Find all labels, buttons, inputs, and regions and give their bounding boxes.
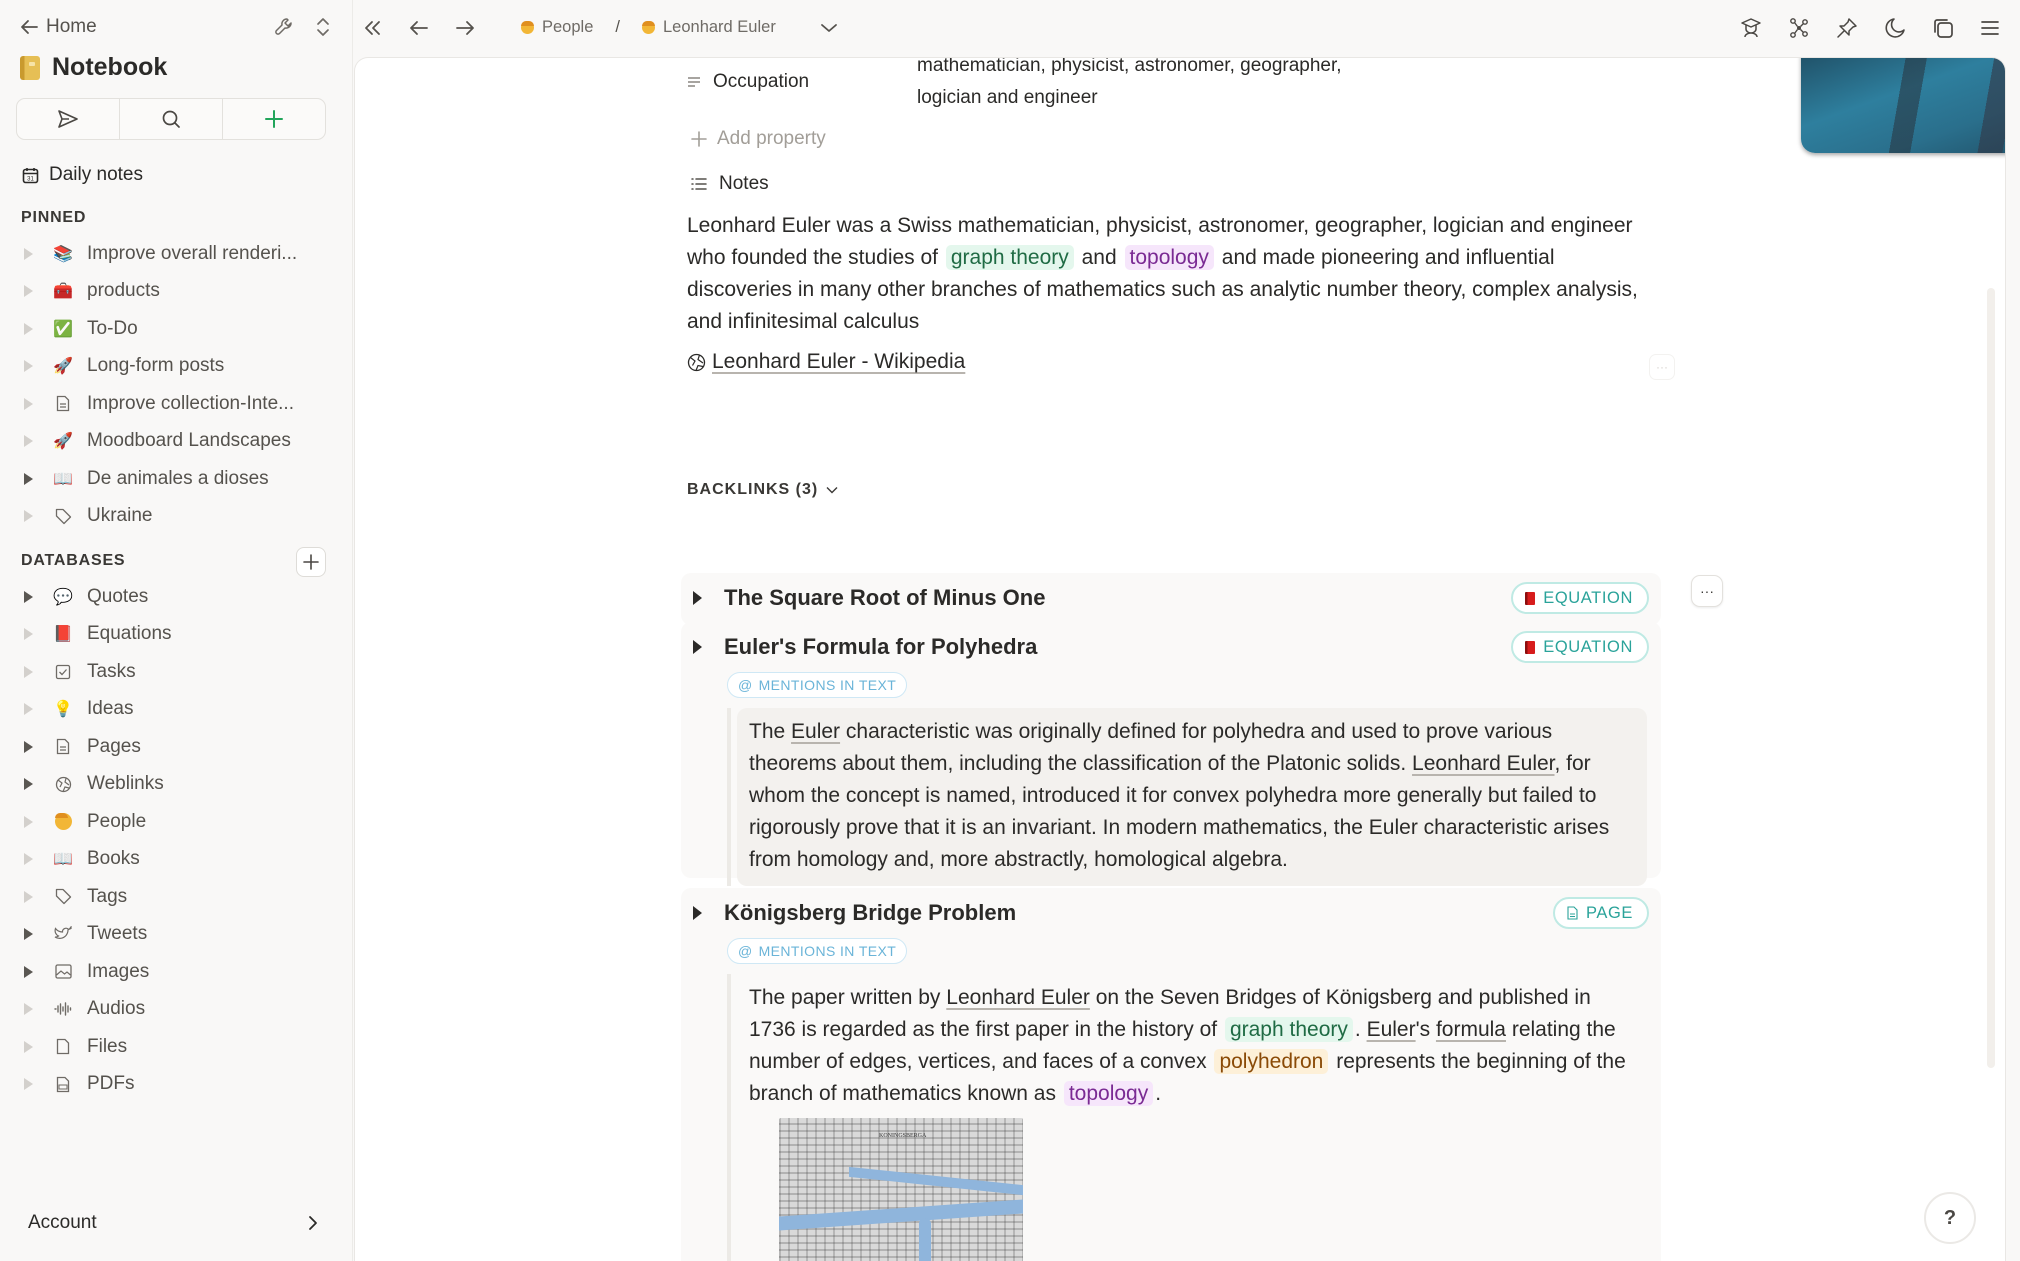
backlink-card bbox=[681, 888, 1661, 1261]
backlink-header[interactable] bbox=[681, 622, 1661, 672]
wrench-icon[interactable] bbox=[274, 17, 294, 37]
breadcrumb bbox=[521, 18, 838, 37]
send-button[interactable] bbox=[17, 99, 119, 139]
mention-text-span: represents the beginning of the branch of mathematics known as bbox=[749, 1050, 1626, 1105]
expand-caret-icon[interactable] bbox=[24, 398, 33, 410]
expand-caret-icon[interactable] bbox=[24, 628, 33, 640]
face-emoji-icon bbox=[53, 812, 73, 832]
database-item-label: Tasks bbox=[87, 660, 136, 682]
property-occupation bbox=[687, 57, 1387, 114]
backlink-title[interactable]: Königsberg Bridge Problem bbox=[724, 900, 1017, 925]
expand-caret-icon[interactable] bbox=[693, 640, 702, 654]
pinned-list bbox=[0, 235, 353, 535]
main-panel bbox=[354, 57, 2006, 1261]
more-options-button[interactable]: ··· bbox=[1649, 354, 1675, 380]
pinned-item-label: products bbox=[87, 280, 160, 302]
page-icon bbox=[1567, 906, 1578, 920]
mention-badge-label: MENTIONS IN TEXT bbox=[758, 943, 897, 959]
expand-caret-icon[interactable] bbox=[24, 928, 33, 940]
pinned-item-label: Improve collection-Inte... bbox=[87, 392, 294, 414]
expand-caret-icon[interactable] bbox=[24, 816, 33, 828]
mention-text-span: . bbox=[1155, 1082, 1162, 1105]
image-caption: KONINGSBERGA bbox=[879, 1133, 927, 1139]
database-item-pdfs[interactable] bbox=[0, 1066, 353, 1104]
notes-text: and bbox=[1081, 246, 1117, 269]
expand-caret-icon[interactable] bbox=[24, 435, 33, 447]
expand-caret-icon[interactable] bbox=[24, 285, 33, 297]
type-badge-equation[interactable] bbox=[1511, 582, 1649, 614]
backlink-header[interactable] bbox=[681, 888, 1661, 938]
database-item-tasks[interactable] bbox=[0, 653, 353, 691]
svg-text:31: 31 bbox=[27, 176, 34, 182]
mention-text[interactable] bbox=[737, 974, 1647, 1261]
database-item-tweets[interactable] bbox=[0, 916, 353, 954]
page-icon bbox=[53, 394, 73, 414]
pinned-item-label: To-Do bbox=[87, 317, 138, 339]
database-item-label: Quotes bbox=[87, 585, 149, 607]
tag-topology[interactable]: topology bbox=[1125, 245, 1214, 270]
check-box-emoji-icon: ✅ bbox=[53, 320, 73, 338]
link-euler[interactable]: Euler bbox=[1366, 1018, 1416, 1041]
database-item-files[interactable] bbox=[0, 1028, 353, 1066]
type-badge-label: EQUATION bbox=[1543, 588, 1633, 607]
databases-list bbox=[0, 578, 353, 1103]
notes-text: and made pioneering and influential discoveries in many other branches of mathematics such as analytic number theory, complex analysis, and infinitesimal calculus bbox=[687, 246, 1638, 333]
mention-text[interactable] bbox=[737, 708, 1647, 886]
expand-caret-icon[interactable] bbox=[24, 741, 33, 753]
mention-text-span: The bbox=[749, 720, 786, 743]
text-lines-icon bbox=[687, 76, 701, 88]
bird-icon bbox=[53, 924, 73, 944]
expand-caret-icon[interactable] bbox=[24, 666, 33, 678]
link-euler[interactable]: Euler bbox=[791, 720, 841, 743]
rocket-emoji-icon: 🚀 bbox=[53, 358, 73, 376]
moon-icon[interactable] bbox=[1884, 17, 1906, 39]
search-button[interactable] bbox=[119, 99, 222, 139]
pinned-item-label: Improve overall renderi... bbox=[87, 242, 298, 264]
expand-caret-icon[interactable] bbox=[24, 853, 33, 865]
backlink-more-button[interactable]: ··· bbox=[1691, 575, 1723, 607]
search-icon bbox=[161, 109, 181, 129]
sidebar-actions bbox=[16, 98, 326, 140]
link-leonhard-euler[interactable]: Leonhard Euler bbox=[946, 986, 1090, 1009]
type-badge-label: EQUATION bbox=[1543, 637, 1633, 656]
waveform-icon bbox=[53, 999, 73, 1019]
mention-text-span: 's bbox=[1415, 1018, 1431, 1041]
notebook-icon bbox=[20, 56, 40, 80]
plus-icon bbox=[303, 554, 319, 570]
database-item-label: Weblinks bbox=[87, 773, 164, 795]
send-icon bbox=[57, 109, 79, 129]
graduation-cap-icon[interactable] bbox=[1740, 17, 1762, 39]
expand-caret-icon[interactable] bbox=[24, 703, 33, 715]
breadcrumb-label: Leonhard Euler bbox=[662, 18, 776, 36]
database-item-pages[interactable] bbox=[0, 728, 353, 766]
type-badge-label: PAGE bbox=[1585, 903, 1633, 922]
mention-text-span: on the Seven Bridges of Königsberg and published in 1736 is regarded as the first paper in the history of bbox=[749, 986, 1591, 1041]
weblink-wikipedia[interactable] bbox=[687, 350, 965, 374]
mention-text-span: relating the number of edges, vertices, and faces of a convex bbox=[749, 1018, 1616, 1073]
red-book-icon bbox=[1525, 592, 1535, 605]
database-item-label: Images bbox=[87, 960, 150, 982]
image-icon bbox=[53, 962, 73, 982]
pinned-item[interactable] bbox=[0, 348, 353, 386]
breadcrumb-current-page[interactable] bbox=[642, 18, 776, 37]
expand-caret-icon[interactable] bbox=[24, 248, 33, 260]
notebook-title[interactable] bbox=[20, 53, 167, 82]
notebook-title-label: Notebook bbox=[52, 53, 168, 81]
database-item-images[interactable] bbox=[0, 953, 353, 991]
mentions-in-text-badge bbox=[727, 938, 907, 964]
vertical-scrollbar[interactable] bbox=[1987, 288, 1995, 1068]
mention-text-span: , for whom the concept is named, introduced it for convex polyhedra more generally but failed to rigorously prove that it is an invariant. In modern mathematics, the Euler characteristic arises from homology and, more abstractly, homological algebra. bbox=[749, 752, 1610, 871]
notes-heading bbox=[691, 173, 769, 195]
pinned-item-label: Long-form posts bbox=[87, 355, 225, 377]
database-item-label: Books bbox=[87, 848, 140, 870]
tag-graph-theory[interactable]: graph theory bbox=[1225, 1017, 1353, 1042]
help-button[interactable]: ? bbox=[1924, 1192, 1976, 1244]
plus-icon bbox=[264, 109, 284, 129]
home-label: Home bbox=[46, 16, 97, 37]
backlinks-header[interactable] bbox=[687, 481, 838, 499]
chevron-right-icon bbox=[308, 1215, 318, 1231]
backlinks-label: BACKLINKS (3) bbox=[687, 481, 819, 498]
at-sign-icon: @ bbox=[738, 943, 753, 959]
checkbox-icon bbox=[53, 662, 73, 682]
red-book-emoji-icon: 📕 bbox=[53, 626, 73, 644]
tag-polyhedron[interactable]: polyhedron bbox=[1214, 1049, 1328, 1074]
pinned-item[interactable] bbox=[0, 460, 353, 498]
pinned-item[interactable] bbox=[0, 498, 353, 536]
expand-caret-icon[interactable] bbox=[24, 591, 33, 603]
database-item-books[interactable] bbox=[0, 841, 353, 879]
pinned-item[interactable] bbox=[0, 423, 353, 461]
tag-graph-theory[interactable]: graph theory bbox=[946, 245, 1074, 270]
pinned-item[interactable] bbox=[0, 235, 353, 273]
database-item-ideas[interactable] bbox=[0, 691, 353, 729]
add-database-button[interactable] bbox=[296, 547, 326, 577]
books-emoji-icon: 📚 bbox=[53, 245, 73, 263]
database-item-label: PDFs bbox=[87, 1073, 135, 1095]
database-item-label: Tags bbox=[87, 885, 128, 907]
notes-body[interactable] bbox=[687, 210, 1647, 338]
mentions-in-text-badge bbox=[727, 672, 907, 698]
backlink-title[interactable]: The Square Root of Minus One bbox=[724, 585, 1046, 610]
notes-label: Notes bbox=[719, 173, 769, 194]
type-badge-page[interactable] bbox=[1553, 897, 1649, 929]
at-sign-icon: @ bbox=[738, 677, 753, 693]
type-badge-equation[interactable] bbox=[1511, 631, 1649, 663]
mention-text-span: . bbox=[1354, 1018, 1361, 1041]
add-property-button[interactable] bbox=[691, 128, 826, 150]
arrow-left-icon bbox=[20, 19, 38, 35]
back-arrow-icon[interactable] bbox=[409, 20, 429, 36]
face-emoji-icon bbox=[642, 21, 655, 34]
expand-caret-icon[interactable] bbox=[24, 323, 33, 335]
database-item-label: Audios bbox=[87, 998, 146, 1020]
breadcrumb-label: People bbox=[542, 18, 594, 36]
pinned-item[interactable] bbox=[0, 310, 353, 348]
mention-badge-label: MENTIONS IN TEXT bbox=[758, 677, 897, 693]
expand-caret-icon[interactable] bbox=[24, 891, 33, 903]
expand-caret-icon[interactable] bbox=[693, 591, 702, 605]
database-item-weblinks[interactable] bbox=[0, 766, 353, 804]
database-item-label: Files bbox=[87, 1035, 128, 1057]
speech-bubble-emoji-icon: 💬 bbox=[53, 588, 73, 606]
forward-arrow-icon[interactable] bbox=[455, 20, 475, 36]
page-icon bbox=[53, 737, 73, 757]
database-item-tags[interactable] bbox=[0, 878, 353, 916]
sidebar-header bbox=[20, 12, 330, 42]
topbar bbox=[353, 0, 2020, 55]
backlink-header[interactable] bbox=[681, 573, 1661, 623]
breadcrumb-separator: / bbox=[615, 18, 620, 36]
add-property-label: Add property bbox=[717, 128, 826, 149]
pinned-item[interactable] bbox=[0, 385, 353, 423]
database-item-label: Ideas bbox=[87, 698, 134, 720]
database-item-label: Equations bbox=[87, 623, 172, 645]
sidebar bbox=[0, 0, 353, 1261]
konigsberg-map-image[interactable] bbox=[779, 1118, 1023, 1261]
pinned-item-label: Ukraine bbox=[87, 505, 153, 527]
chevron-down-icon[interactable] bbox=[820, 23, 838, 33]
open-book-emoji-icon: 📖 bbox=[53, 470, 73, 488]
expand-caret-icon[interactable] bbox=[693, 906, 702, 920]
plus-icon bbox=[691, 131, 707, 147]
expand-caret-icon[interactable] bbox=[24, 510, 33, 522]
expand-caret-icon[interactable] bbox=[24, 1003, 33, 1015]
pinned-item-label: Moodboard Landscapes bbox=[87, 430, 291, 452]
expand-caret-icon[interactable] bbox=[24, 778, 33, 790]
weblink-label: Leonhard Euler - Wikipedia bbox=[712, 350, 966, 373]
database-item-label: People bbox=[87, 810, 147, 832]
expand-caret-icon[interactable] bbox=[24, 360, 33, 372]
portrait-image[interactable] bbox=[1801, 57, 2006, 153]
backlink-card bbox=[681, 622, 1661, 878]
expand-caret-icon[interactable] bbox=[24, 966, 33, 978]
pdf-icon bbox=[53, 1074, 73, 1094]
database-item-label: Tweets bbox=[87, 923, 148, 945]
calendar-icon bbox=[22, 167, 39, 184]
database-item-people[interactable] bbox=[0, 803, 353, 841]
expand-collapse-icon[interactable] bbox=[316, 17, 330, 37]
database-item-quotes[interactable] bbox=[0, 578, 353, 616]
graph-nodes-icon[interactable] bbox=[1788, 17, 1810, 39]
daily-notes-label: Daily notes bbox=[49, 164, 143, 185]
open-book-emoji-icon: 📖 bbox=[53, 851, 73, 869]
expand-caret-icon[interactable] bbox=[24, 1078, 33, 1090]
pinned-item[interactable] bbox=[0, 273, 353, 311]
tag-topology[interactable]: topology bbox=[1064, 1081, 1153, 1106]
rocket-emoji-icon: 🚀 bbox=[53, 433, 73, 451]
account-button[interactable] bbox=[28, 1212, 318, 1234]
light-bulb-emoji-icon: 💡 bbox=[53, 701, 73, 719]
database-item-audios[interactable] bbox=[0, 991, 353, 1029]
collapse-sidebar-icon[interactable] bbox=[363, 20, 383, 36]
list-icon bbox=[691, 177, 707, 191]
backlink-title[interactable]: Euler's Formula for Polyhedra bbox=[724, 634, 1038, 659]
database-item-label: Pages bbox=[87, 735, 141, 757]
home-link[interactable] bbox=[20, 16, 97, 38]
file-icon bbox=[53, 1037, 73, 1057]
globe-icon bbox=[53, 774, 73, 794]
property-value[interactable]: mathematician, physicist, astronomer, geographer, logician and engineer bbox=[917, 57, 1342, 108]
red-book-icon bbox=[1525, 641, 1535, 654]
databases-section-label: DATABASES bbox=[21, 552, 126, 569]
face-emoji-icon bbox=[521, 21, 534, 34]
expand-caret-icon[interactable] bbox=[24, 1041, 33, 1053]
mention-text-span: characteristic was originally defined for polyhedra and used to prove various theorems about them, including the classification of the Platonic solids. bbox=[749, 720, 1553, 775]
expand-caret-icon[interactable] bbox=[24, 473, 33, 485]
tag-icon bbox=[53, 887, 73, 907]
pin-icon[interactable] bbox=[1836, 17, 1858, 39]
mention-quote bbox=[727, 708, 1647, 886]
add-button[interactable] bbox=[222, 99, 325, 139]
globe-icon bbox=[687, 353, 706, 372]
mention-quote bbox=[727, 974, 1647, 1261]
mention-text-span: The paper written by bbox=[749, 986, 941, 1009]
pinned-section-label: PINNED bbox=[21, 209, 87, 226]
chevron-down-icon bbox=[826, 486, 838, 494]
tag-icon bbox=[53, 506, 73, 526]
pinned-item-label: De animales a dioses bbox=[87, 467, 269, 489]
duplicate-window-icon[interactable] bbox=[1932, 17, 1954, 39]
database-item-equations[interactable] bbox=[0, 616, 353, 654]
menu-icon[interactable] bbox=[1980, 19, 2000, 37]
toolbox-emoji-icon: 🧰 bbox=[53, 283, 73, 301]
notes-text: Leonhard Euler was a Swiss mathematician, physicist, astronomer, geographer, logician and engineer who founded the studies of bbox=[687, 214, 1633, 269]
breadcrumb-people[interactable] bbox=[521, 18, 593, 37]
link-leonhard-euler[interactable]: Leonhard Euler bbox=[1412, 752, 1555, 775]
property-label: Occupation bbox=[713, 71, 810, 92]
account-label: Account bbox=[28, 1212, 97, 1233]
link-formula[interactable]: formula bbox=[1435, 1018, 1506, 1041]
daily-notes-link[interactable] bbox=[22, 164, 143, 186]
backlink-card bbox=[681, 573, 1661, 625]
